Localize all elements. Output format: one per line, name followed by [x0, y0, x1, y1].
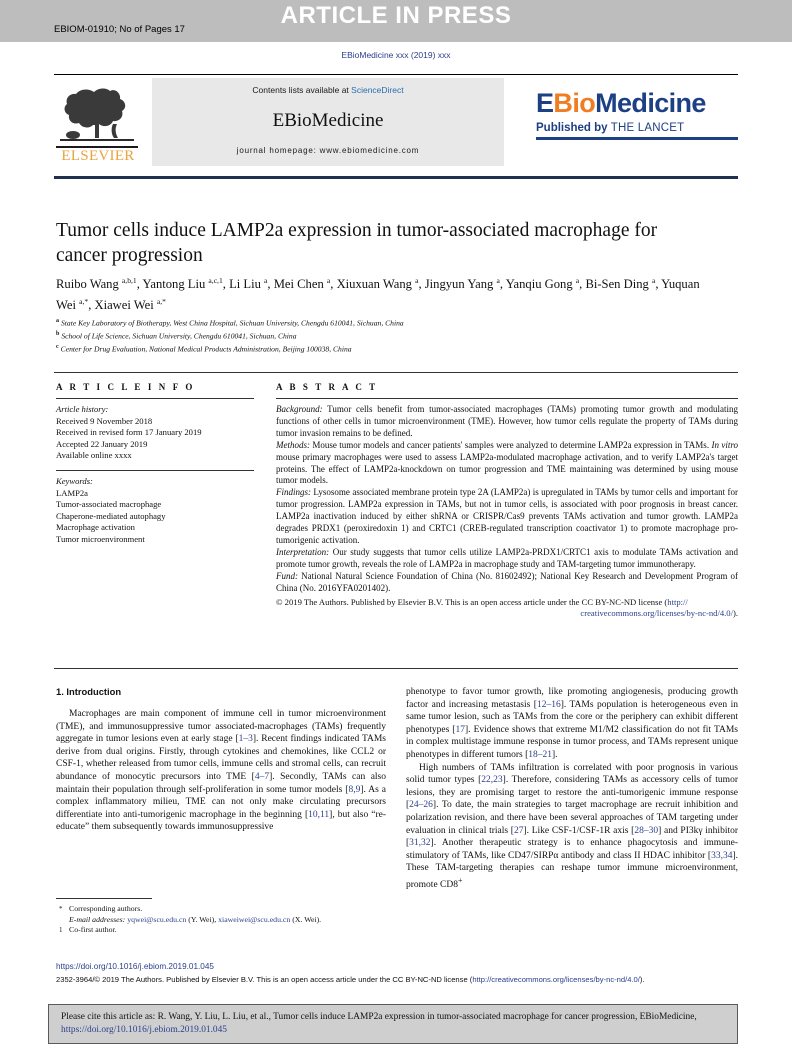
- intro-left-seg-a: Macrophages are main component of immune cell in tumor microenvironment (TME), and immunosuppressive tumor associated-macrophages (TAMs) frequently aggregate in tumor lesions even at early stage [: [56, 709, 386, 745]
- footnote-mark-asterisk: *: [59, 905, 63, 913]
- abstract-methods-label: Methods:: [276, 439, 310, 450]
- introduction-left-text: [56, 708, 386, 834]
- affiliation-item: [56, 342, 716, 355]
- elsevier-tree-icon: [58, 80, 136, 146]
- keyword-item: Tumor microenvironment: [56, 533, 145, 544]
- keywords-rule: [56, 470, 254, 471]
- abstract-methods-text-b: mouse primary macrophages were used to assess LAMP2a-modulated macrophage activation, and to verify LAMP2a's target proteins. The effect of LAMP2a-knockdown on tumor progression and TME maintaining was determined by using mouse tumor models.: [276, 451, 738, 486]
- article-info-heading: A R T I C L E I N F O: [56, 382, 195, 392]
- journal-homepage[interactable]: journal homepage: www.ebiomedicine.com: [236, 146, 420, 155]
- intro-paragraph-2: [406, 762, 738, 892]
- article-info-column: [56, 382, 254, 546]
- intro-right2-seg-c: ]. To date, the main strategies to target macrophage are recruit inhibition and polarization revision, and there have been several approaches of TAM targeting under evaluation in clinical trials [: [406, 800, 738, 836]
- logo-part-e: E: [536, 88, 554, 118]
- contents-prefix: Contents lists available at: [252, 85, 352, 95]
- keywords-block: [56, 476, 254, 546]
- footnote-rule: [56, 898, 152, 899]
- citation-box: [48, 1004, 738, 1044]
- issn-text: 2352-3964/© 2019 The Authors. Published by Elsevier B.V. This is an open access article under the CC BY-NC-ND license (: [56, 975, 473, 984]
- abstract-interpretation-text: Our study suggests that tumor cells utilize LAMP2a-PRDX1/CRTC1 axis to modulate TAMs activation and promote tumor growth, reveals the role of LAMP2a in macrophage study and TAM-targeting tumor immunotherapy.: [276, 546, 738, 569]
- keyword-item: Macrophage activation: [56, 522, 135, 533]
- footnote-corresponding: [56, 904, 386, 915]
- page-title: Tumor cells induce LAMP2a expression in tumor-associated macrophage for cancer progression: [56, 220, 658, 266]
- citation-ref[interactable]: 12–16: [536, 699, 561, 710]
- ebiomedicine-wordmark: [536, 90, 738, 117]
- abstract-methods: [276, 440, 738, 488]
- info-band-bottom-rule: [54, 668, 738, 669]
- sciencedirect-link[interactable]: ScienceDirect: [351, 85, 404, 95]
- abstract-body: [276, 404, 738, 619]
- copyright-tail: ).: [732, 607, 738, 618]
- abstract-background: [276, 404, 738, 440]
- keywords-label: Keywords:: [56, 475, 93, 486]
- citation-ref[interactable]: 4–7: [254, 771, 270, 782]
- introduction-right-text: [406, 686, 738, 892]
- abstract-rule: [276, 398, 738, 399]
- email-link-secondary[interactable]: xiaweiwei@scu.edu.cn: [218, 914, 291, 924]
- history-item: Accepted 22 January 2019: [56, 438, 148, 449]
- keyword-item: LAMP2a: [56, 487, 88, 498]
- abstract-interpretation: [276, 547, 738, 571]
- abstract-background-text: Tumor cells benefit from tumor-associated macrophages (TAMs) promoting tumor growth and modulating functions of other cells in tumor microenvironment (TME). However, how tumor cells regulate the property of TAMs during tumor invasion remains to be defined.: [276, 404, 738, 438]
- citation-ref[interactable]: 24–26: [409, 800, 433, 811]
- intro-left-seg-c: ]. Secondly, TAMs can also maintain their population through self-proliferation in some tumor models [: [56, 771, 387, 795]
- affiliation-text: School of Life Science, Sichuan University, Chengdu 610041, Sichuan, China: [61, 331, 297, 341]
- intro-left-seg-b: ]. Recent findings indicated TAMs derive from dual origins. Firstly, through cytokines and chemokines, like CCL2 or CSF-1, whether released from tumor cells, immune cells and stromal cells, can recruit abundance of monocytic precursors into TME [: [56, 734, 386, 782]
- masthead-bottom-rule: [54, 176, 738, 179]
- citation-ref[interactable]: 18–21: [528, 749, 552, 760]
- history-item: Received 9 November 2018: [56, 415, 153, 426]
- copyright-link-part-1[interactable]: http://: [667, 596, 688, 607]
- introduction-heading: 1. Introduction: [56, 686, 122, 697]
- intro-right-seg-b: ]. TAMs population is heterogeneous even in same tumor lesion, such as TAMs from the core or the periphery can exhibit different phenotypes [: [406, 699, 738, 735]
- abstract-copyright: [276, 597, 738, 620]
- issn-license-line: [56, 975, 740, 984]
- affiliation-text: Center for Drug Evaluation, National Medical Products Administration, Beijing 100038, China: [60, 344, 352, 354]
- email-label: E-mail addresses:: [69, 914, 126, 924]
- email-owner-1: (Y. Wei),: [186, 914, 219, 924]
- citation-doi-link[interactable]: https://doi.org/10.1016/j.ebiom.2019.01.045: [61, 1024, 227, 1035]
- abstract-interpretation-label: Interpretation:: [276, 546, 330, 557]
- lancet-label: THE LANCET: [610, 122, 685, 134]
- citation-ref[interactable]: 31,32: [409, 838, 431, 849]
- abstract-methods-italic: In vitro: [711, 439, 738, 450]
- article-history-label: Article history:: [56, 404, 109, 414]
- citation-ref[interactable]: 1–3: [238, 734, 253, 745]
- abstract-background-label: Background:: [276, 404, 323, 414]
- ebiomedicine-publisher: [536, 122, 738, 134]
- copyright-text: © 2019 The Authors. Published by Elsevier B.V. This is an open access article under the CC BY-NC-ND license (: [276, 596, 668, 607]
- abstract-fund-text: National Natural Science Foundation of China (No. 81602492); National Key Research and Development Program of China (No. 2016YFA0201402).: [276, 570, 738, 593]
- footnote-emails: [56, 915, 386, 926]
- logo-part-bio: Bio: [553, 88, 596, 118]
- introduction-right-column: [406, 686, 738, 892]
- abstract-findings-label: Findings:: [276, 487, 311, 498]
- running-head: EBioMedicine xxx (2019) xxx: [341, 50, 451, 60]
- email-link-primary[interactable]: yqwei@scu.edu.cn: [127, 914, 187, 924]
- keyword-item: Tumor-associated macrophage: [56, 499, 162, 510]
- abstract-heading: A B S T R A C T: [276, 382, 378, 392]
- intro-right2-seg-a: High numbers of TAMs infiltration is correlated with poor prognosis in various solid tumor types [: [406, 762, 738, 786]
- footnote-cofirst: [56, 925, 386, 936]
- affiliation-list: [56, 316, 716, 355]
- citation-text: [61, 1011, 725, 1036]
- intro-right2-seg-e: ] and PI3kγ inhibitor [: [406, 825, 739, 849]
- footnote-mark-one: 1: [59, 926, 63, 935]
- issn-tail: ).: [639, 975, 645, 984]
- article-in-press-banner: [0, 0, 792, 42]
- affiliation-item: [56, 316, 716, 329]
- intro-right-seg-a: phenotype to favor tumor growth, like promoting angiogenesis, producing growth factor and increasing metastasis [: [406, 687, 738, 710]
- affiliation-mark: b: [56, 330, 60, 337]
- abstract-column: [276, 382, 738, 619]
- article-history: [56, 404, 254, 462]
- intro-right2-seg-g: ]. These TAM-targeting therapies can reshape tumor immune microenvironment, promote CD8: [406, 850, 738, 891]
- history-item: Available online xxxx: [56, 450, 132, 461]
- intro-left-seg-e: ], but also “re-educate” them subsequently towards immunosuppressive: [56, 809, 386, 833]
- contents-available-line: [152, 85, 504, 95]
- intro-paragraph-1-continued: [406, 686, 738, 762]
- citation-ref[interactable]: 10,11: [308, 809, 330, 820]
- author-list: Ruibo Wang $^{a,b,1}$, Yantong Liu $^{a,c,1}$, Li Liu $^a$, Mei Chen $^a$, Xiuxuan Wang $^a$, Jingyun Yang $^a$, Yanqiu Gong $^a$, Bi-Sen Ding $^a$, Yuquan Wei $^{a,*}$, Xiawei Wei $^{a,*}$: [56, 276, 700, 313]
- citation-ref[interactable]: 27: [513, 825, 524, 836]
- doi-link[interactable]: https://doi.org/10.1016/j.ebiom.2019.01.045: [56, 962, 214, 971]
- footnote-block: [56, 898, 386, 936]
- intro-right2-seg-f: ]. Another therapeutic strategy is to enhance phagocytosis and immune-stimulatory of TAMs, like CD47/SIRPα antibody and class II HDAC inhibitor [: [406, 838, 738, 861]
- citation-ref[interactable]: 28–30: [634, 825, 659, 836]
- article-info-rule: [56, 398, 254, 399]
- article-in-press-title: ARTICLE IN PRESS: [280, 2, 512, 29]
- license-link[interactable]: http://creativecommons.org/licenses/by-nc-nd/4.0/: [472, 975, 640, 984]
- copyright-link-line-2: [276, 608, 738, 619]
- intro-right2-seg-d: ]. Like CSF-1/CSF-1R axis [: [523, 825, 635, 836]
- intro-right2-seg-b: ]. Therefore, considering TAMs as accessory cells of tumor lesions, they are promising target to restore the anti-tumorigenic immune response [: [406, 775, 738, 811]
- footnote-corresponding-text: Corresponding authors.: [69, 904, 143, 913]
- intro-right-seg-c: ]. Evidence shows that extreme M1/M2 classification do not fit TAMs in complex multistage immune response in tumor process, and TAMs represent unique phenotypes in different tumors [: [406, 724, 738, 760]
- citation-ref[interactable]: 17: [455, 724, 465, 735]
- citation-body: Please cite this article as: R. Wang, Y. Liu, L. Liu, et al., Tumor cells induce LAMP2a expression in tumor-associated macrophage for cancer progression, EBioMedicine,: [61, 1012, 697, 1022]
- intro-superscript-plus: +: [457, 875, 463, 885]
- history-item: Received in revised form 17 January 2019: [56, 427, 202, 438]
- keyword-item: Chaperone-mediated autophagy: [56, 510, 166, 521]
- manuscript-code: EBIOM-01910; No of Pages 17: [54, 24, 185, 35]
- affiliation-mark: a: [56, 318, 59, 324]
- citation-ref[interactable]: 22,23: [481, 775, 503, 786]
- abstract-methods-text-a: Mouse tumor models and cancer patients' samples were analyzed to determine LAMP2a expression in TAMs.: [310, 439, 712, 450]
- affiliation-text: State Key Laboratory of Biotherapy, West China Hospital, Sichuan University, Chengdu 610041, Sichuan, China: [61, 318, 404, 328]
- citation-ref[interactable]: 8,9: [348, 784, 361, 795]
- footnote-cofirst-text: Co-first author.: [69, 925, 117, 935]
- journal-masthead: [54, 78, 738, 170]
- email-owner-2: (X. Wei).: [290, 914, 322, 924]
- elsevier-wordmark: ELSEVIER: [61, 148, 135, 164]
- abstract-findings-text: Lysosome associated membrane protein type 2A (LAMP2a) is upregulated in TAMs by tumor cells and important for tumor progression. LAMP2a expression in TAMs, but not in tumor cells, is associated with poor prognosis in breast cancer. LAMP2a inactivation induced by either shRNA or CRISPR/Cas9 prevents TAMs activation and tumor growth. LAMP2a degrades PRDX1 (peroxiredoxin 1) and CRTC1 (CREB-regulated transcription coactivator 1) to promote macrophage pro-tumorigenic activation.: [276, 487, 738, 545]
- abstract-findings: [276, 487, 738, 547]
- introduction-left-column: [56, 686, 386, 834]
- intro-paragraph-1: [56, 708, 386, 834]
- ebiomedicine-logo-rule: [536, 137, 738, 140]
- journal-name: EBioMedicine: [272, 110, 384, 131]
- citation-ref[interactable]: 33,34: [711, 850, 733, 861]
- elsevier-logo: [54, 78, 140, 170]
- affiliation-mark: c: [56, 343, 59, 350]
- abstract-fund-label: Fund:: [276, 570, 298, 581]
- affiliation-item: [56, 329, 716, 342]
- copyright-link-part-2[interactable]: creativecommons.org/licenses/by-nc-nd/4.0/: [580, 607, 733, 618]
- intro-right-seg-d: ].: [552, 749, 558, 760]
- info-band-top-rule: [54, 372, 738, 373]
- logo-part-medicine: Medicine: [595, 88, 706, 118]
- intro-left-seg-d: ]. As a complex inflammatory milieu, TME can not only make circulating precursors differentiate into anti-tumorigenic macrophage in the beginning [: [56, 784, 386, 820]
- ebiomedicine-logo: [536, 90, 738, 140]
- publisher-prefix: Published by: [536, 122, 611, 134]
- contents-box: [152, 78, 504, 166]
- masthead-top-rule: [54, 74, 738, 75]
- abstract-fund: [276, 571, 738, 595]
